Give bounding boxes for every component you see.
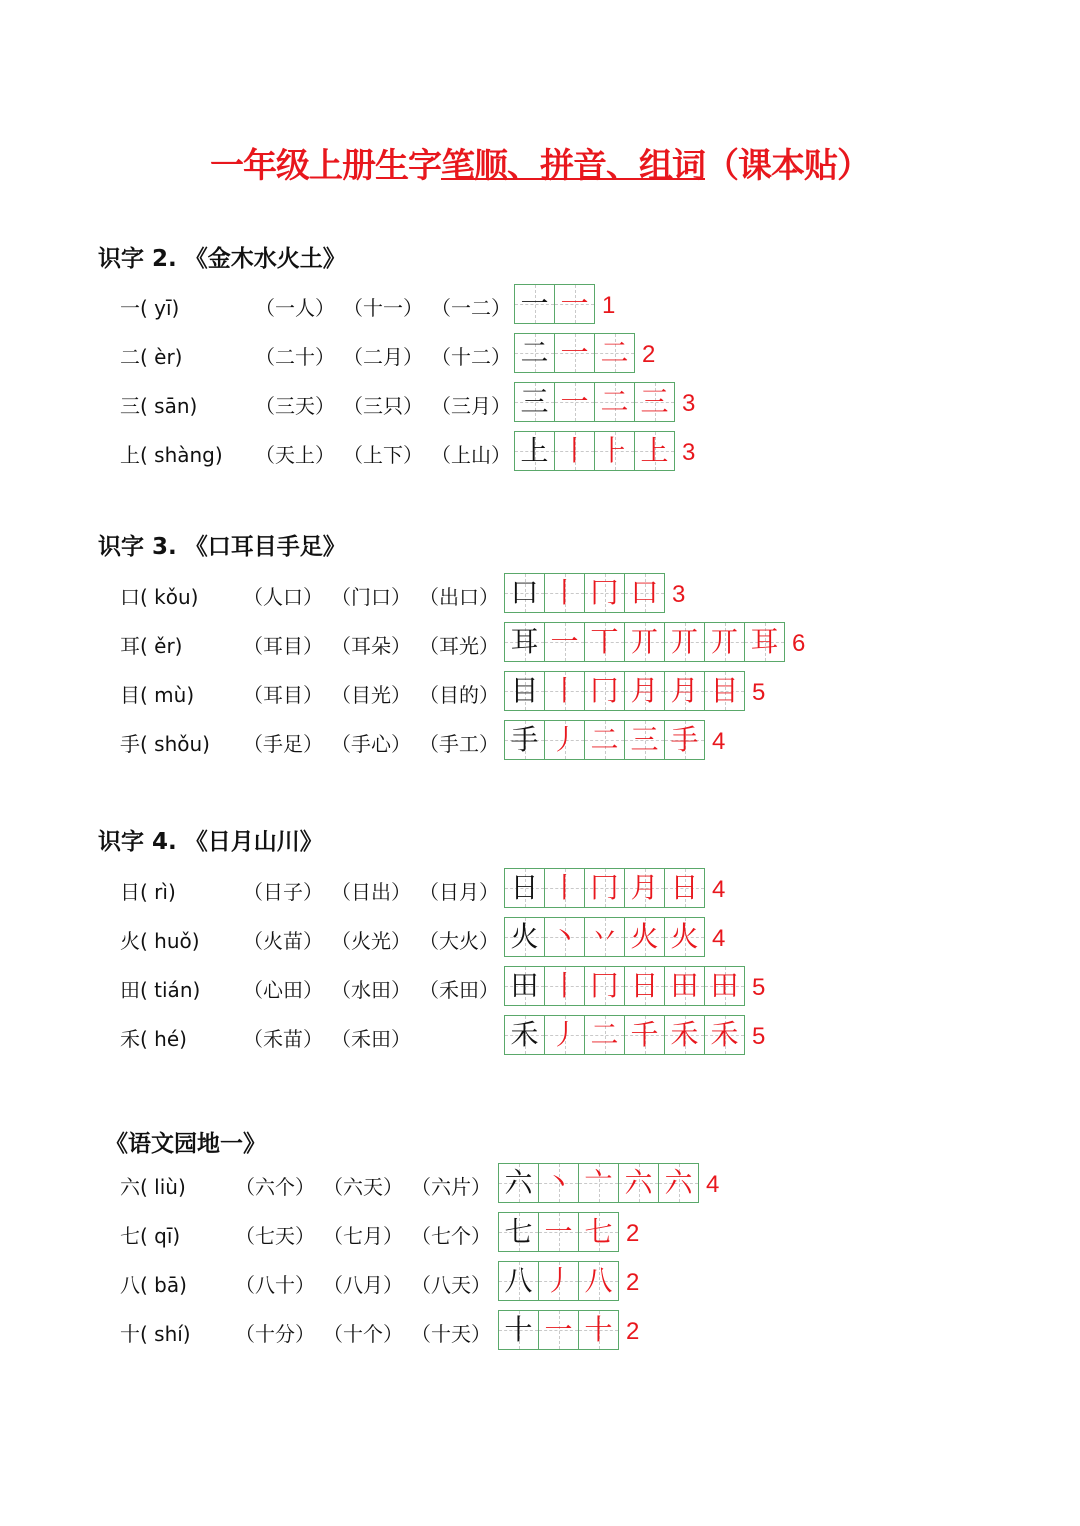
character-row: [0, 969, 1080, 1018]
stroke-glyph: 丨: [550, 576, 579, 609]
model-character-cell: [505, 918, 545, 956]
word: （十个）: [323, 1322, 403, 1346]
character-pinyin: 耳( ěr): [120, 634, 183, 658]
word: （手足）: [243, 732, 323, 756]
word: （十分）: [235, 1322, 315, 1346]
word: （天上）: [255, 443, 335, 467]
word-list: [235, 1322, 499, 1346]
character-pinyin: 三( sān): [120, 394, 198, 418]
character-pinyin: 一( yī): [120, 296, 180, 320]
word: （目光）: [331, 683, 411, 707]
word: （一人）: [255, 296, 335, 320]
stroke-step-cell: [625, 672, 665, 710]
model-character-cell: [499, 1213, 539, 1251]
stroke-step-cell: [539, 1164, 579, 1202]
stroke-glyph: 日: [510, 871, 539, 904]
word-list: [243, 732, 507, 756]
stroke-glyph: 目: [710, 674, 739, 707]
character-row: [0, 1215, 1080, 1264]
character-row: [0, 674, 1080, 723]
stroke-glyph: 冂: [590, 871, 619, 904]
stroke-glyph: 六: [624, 1166, 653, 1199]
stroke-glyph: 一: [560, 385, 589, 418]
stroke-glyph: 六: [504, 1166, 533, 1199]
stroke-glyph: 亠: [584, 1166, 613, 1199]
stroke-step-cell: [585, 1016, 625, 1054]
stroke-step-cell: [579, 1213, 618, 1251]
model-character-cell: [499, 1164, 539, 1202]
character-pinyin: 田( tián): [120, 978, 201, 1002]
stroke-count: 4: [712, 876, 726, 903]
model-character-cell: [505, 623, 545, 661]
stroke-glyph: 月: [630, 674, 659, 707]
stroke-glyph: 上: [520, 434, 549, 467]
stroke-order-grid: [498, 1163, 699, 1203]
word: （七月）: [323, 1224, 403, 1248]
stroke-count: 2: [642, 341, 656, 368]
character-pinyin: 目( mù): [120, 683, 195, 707]
stroke-count: 2: [626, 1220, 640, 1247]
stroke-step-cell: [625, 574, 664, 612]
word: （二月）: [343, 345, 423, 369]
stroke-step-cell: [665, 918, 704, 956]
word: （日出）: [331, 880, 411, 904]
stroke-count: 4: [712, 925, 726, 952]
stroke-count: 1: [602, 292, 616, 319]
stroke-glyph: 田: [510, 969, 539, 1002]
stroke-count: 2: [626, 1318, 640, 1345]
word: （三天）: [255, 394, 335, 418]
stroke-glyph: 一: [520, 287, 549, 320]
stroke-step-cell: [625, 623, 665, 661]
word-list: [235, 1273, 499, 1297]
stroke-glyph: 火: [630, 920, 659, 953]
stroke-step-cell: [539, 1262, 579, 1300]
stroke-count: 3: [672, 581, 686, 608]
stroke-step-cell: [625, 967, 665, 1005]
character-pinyin: 二( èr): [120, 345, 183, 369]
stroke-step-cell: [555, 432, 595, 470]
stroke-glyph: 丿: [550, 723, 579, 756]
stroke-order-grid: [504, 917, 705, 957]
character-row: [0, 336, 1080, 385]
stroke-glyph: 手: [510, 723, 539, 756]
character-row: [0, 434, 1080, 483]
title-underlined: 笔顺、拼音、组词: [441, 146, 705, 186]
character-row: [0, 723, 1080, 772]
stroke-step-cell: [545, 721, 585, 759]
stroke-order-grid: [504, 966, 745, 1006]
stroke-step-cell: [585, 918, 625, 956]
word: （水田）: [331, 978, 411, 1002]
stroke-glyph: 口: [510, 576, 539, 609]
character-pinyin: 日( rì): [120, 880, 176, 904]
stroke-step-cell: [555, 383, 595, 421]
stroke-step-cell: [635, 432, 674, 470]
stroke-step-cell: [619, 1164, 659, 1202]
stroke-step-cell: [545, 1016, 585, 1054]
stroke-glyph: 八: [504, 1264, 533, 1297]
section-heading: 识字 4. 《日月山川》: [98, 829, 323, 855]
character-row: [0, 1313, 1080, 1362]
word-list: [243, 880, 507, 904]
stroke-glyph: ⺊: [600, 434, 629, 467]
stroke-count: 6: [792, 630, 806, 657]
model-character-cell: [505, 672, 545, 710]
word: （七天）: [235, 1224, 315, 1248]
model-character-cell: [505, 1016, 545, 1054]
stroke-step-cell: [705, 967, 744, 1005]
character-row: [0, 287, 1080, 336]
stroke-glyph: 丌: [670, 625, 699, 658]
stroke-step-cell: [539, 1311, 579, 1349]
stroke-glyph: 耳: [750, 625, 779, 658]
word: （二十）: [255, 345, 335, 369]
word: （八天）: [411, 1273, 491, 1297]
stroke-step-cell: [545, 672, 585, 710]
stroke-glyph: 月: [670, 674, 699, 707]
character-row: [0, 625, 1080, 674]
stroke-step-cell: [595, 432, 635, 470]
stroke-order-grid: [514, 333, 635, 373]
stroke-count: 5: [752, 679, 766, 706]
word: （耳光）: [419, 634, 499, 658]
stroke-step-cell: [545, 869, 585, 907]
character-row: [0, 871, 1080, 920]
stroke-glyph: 六: [664, 1166, 693, 1199]
stroke-order-grid: [504, 573, 665, 613]
model-character-cell: [515, 383, 555, 421]
character-pinyin: 八( bā): [120, 1273, 187, 1297]
stroke-step-cell: [579, 1262, 618, 1300]
stroke-count: 5: [752, 1023, 766, 1050]
stroke-count: 2: [626, 1269, 640, 1296]
word: （心田）: [243, 978, 323, 1002]
stroke-glyph: 丌: [630, 625, 659, 658]
stroke-step-cell: [545, 623, 585, 661]
stroke-glyph: 十: [584, 1313, 613, 1346]
word: （十二）: [431, 345, 511, 369]
section-heading: 识字 3. 《口耳目手足》: [98, 534, 346, 560]
character-pinyin: 火( huǒ): [120, 929, 200, 953]
stroke-step-cell: [705, 672, 744, 710]
stroke-step-cell: [585, 623, 625, 661]
word: （七个）: [411, 1224, 491, 1248]
stroke-step-cell: [625, 721, 665, 759]
stroke-step-cell: [585, 574, 625, 612]
stroke-glyph: 三: [630, 723, 659, 756]
character-pinyin: 上( shàng): [120, 443, 223, 467]
word: （门口）: [331, 585, 411, 609]
model-character-cell: [505, 574, 545, 612]
stroke-glyph: 丅: [590, 625, 619, 658]
stroke-order-grid: [504, 671, 745, 711]
character-row: [0, 920, 1080, 969]
character-row: [0, 576, 1080, 625]
word: （六天）: [323, 1175, 403, 1199]
stroke-step-cell: [665, 672, 705, 710]
word-list: [243, 929, 507, 953]
stroke-glyph: 冂: [590, 674, 619, 707]
word-list: [243, 978, 507, 1002]
stroke-glyph: 耳: [510, 625, 539, 658]
stroke-glyph: 二: [590, 1018, 619, 1051]
stroke-glyph: 八: [584, 1264, 613, 1297]
stroke-order-grid: [504, 622, 785, 662]
word: （八月）: [323, 1273, 403, 1297]
stroke-glyph: 目: [510, 674, 539, 707]
stroke-glyph: 丿: [544, 1264, 573, 1297]
stroke-step-cell: [585, 672, 625, 710]
model-character-cell: [505, 869, 545, 907]
stroke-order-grid: [504, 1015, 745, 1055]
model-character-cell: [499, 1262, 539, 1300]
stroke-glyph: 日: [630, 969, 659, 1002]
stroke-glyph: 月: [630, 871, 659, 904]
section-heading: 识字 2. 《金木水火土》: [98, 246, 346, 272]
stroke-step-cell: [595, 383, 635, 421]
word: （六个）: [235, 1175, 315, 1199]
model-character-cell: [515, 285, 555, 323]
character-pinyin: 六( liù): [120, 1175, 186, 1199]
stroke-order-grid: [498, 1261, 619, 1301]
model-character-cell: [515, 432, 555, 470]
stroke-order-grid: [498, 1212, 619, 1252]
stroke-glyph: 三: [640, 385, 669, 418]
stroke-glyph: 二: [600, 336, 629, 369]
word: （六片）: [411, 1175, 491, 1199]
character-pinyin: 七( qī): [120, 1224, 181, 1248]
stroke-glyph: 禾: [510, 1018, 539, 1051]
word-list: [255, 345, 519, 369]
word: （耳朵）: [331, 634, 411, 658]
character-pinyin: 十( shí): [120, 1322, 191, 1346]
title-part1: 一年级上册生字: [210, 146, 441, 186]
character-row: [0, 1018, 1080, 1067]
stroke-glyph: 丿: [550, 1018, 579, 1051]
stroke-step-cell: [625, 918, 665, 956]
stroke-glyph: 上: [640, 434, 669, 467]
word: （禾田）: [331, 1027, 411, 1051]
stroke-glyph: 千: [630, 1018, 659, 1051]
stroke-order-grid: [514, 284, 595, 324]
word-list: [243, 634, 507, 658]
model-character-cell: [499, 1311, 539, 1349]
stroke-glyph: 二: [520, 336, 549, 369]
stroke-step-cell: [585, 869, 625, 907]
stroke-glyph: 火: [510, 920, 539, 953]
character-pinyin: 口( kǒu): [120, 585, 199, 609]
word: （大火）: [419, 929, 499, 953]
word: （出口）: [419, 585, 499, 609]
stroke-order-grid: [514, 382, 675, 422]
word: （目的）: [419, 683, 499, 707]
stroke-glyph: 口: [630, 576, 659, 609]
stroke-order-grid: [504, 868, 705, 908]
stroke-step-cell: [665, 1016, 705, 1054]
stroke-step-cell: [635, 383, 674, 421]
character-pinyin: 手( shǒu): [120, 732, 210, 756]
stroke-glyph: 三: [520, 385, 549, 418]
stroke-glyph: 丶: [544, 1166, 573, 1199]
stroke-step-cell: [579, 1164, 619, 1202]
title-part3: （课本贴）: [705, 146, 870, 186]
stroke-glyph: 一: [544, 1215, 573, 1248]
stroke-step-cell: [665, 721, 704, 759]
stroke-step-cell: [545, 918, 585, 956]
model-character-cell: [515, 334, 555, 372]
stroke-step-cell: [745, 623, 784, 661]
model-character-cell: [505, 967, 545, 1005]
stroke-step-cell: [585, 721, 625, 759]
stroke-glyph: 冂: [590, 969, 619, 1002]
word-list: [243, 1027, 419, 1051]
stroke-glyph: 手: [670, 723, 699, 756]
word-list: [235, 1175, 499, 1199]
stroke-glyph: 二: [590, 723, 619, 756]
word: （禾田）: [419, 978, 499, 1002]
stroke-count: 3: [682, 439, 696, 466]
word: （八十）: [235, 1273, 315, 1297]
word: （耳目）: [243, 634, 323, 658]
stroke-glyph: 田: [670, 969, 699, 1002]
stroke-step-cell: [705, 623, 745, 661]
stroke-step-cell: [625, 1016, 665, 1054]
word: （十一）: [343, 296, 423, 320]
word-list: [255, 443, 519, 467]
stroke-glyph: 十: [504, 1313, 533, 1346]
stroke-step-cell: [595, 334, 634, 372]
stroke-glyph: 火: [670, 920, 699, 953]
section-heading: 《语文园地一》: [105, 1131, 266, 1157]
stroke-glyph: 禾: [670, 1018, 699, 1051]
stroke-count: 4: [712, 728, 726, 755]
word-list: [235, 1224, 499, 1248]
stroke-count: 4: [706, 1171, 720, 1198]
stroke-step-cell: [585, 967, 625, 1005]
word: （人口）: [243, 585, 323, 609]
stroke-step-cell: [545, 967, 585, 1005]
stroke-step-cell: [665, 967, 705, 1005]
stroke-glyph: 七: [504, 1215, 533, 1248]
stroke-step-cell: [555, 334, 595, 372]
stroke-step-cell: [665, 623, 705, 661]
word: （日月）: [419, 880, 499, 904]
stroke-step-cell: [665, 869, 704, 907]
word: （上山）: [431, 443, 511, 467]
stroke-glyph: 禾: [710, 1018, 739, 1051]
stroke-glyph: 田: [710, 969, 739, 1002]
stroke-step-cell: [539, 1213, 579, 1251]
word: （火苗）: [243, 929, 323, 953]
stroke-glyph: 一: [560, 287, 589, 320]
stroke-glyph: 二: [600, 385, 629, 418]
stroke-glyph: 丷: [590, 920, 619, 953]
word: （十天）: [411, 1322, 491, 1346]
stroke-glyph: 丌: [710, 625, 739, 658]
stroke-order-grid: [514, 431, 675, 471]
stroke-glyph: 丨: [550, 969, 579, 1002]
word: （手工）: [419, 732, 499, 756]
word: （一二）: [431, 296, 511, 320]
stroke-glyph: 丨: [560, 434, 589, 467]
word-list: [255, 394, 519, 418]
stroke-glyph: 一: [544, 1313, 573, 1346]
stroke-glyph: 丶: [550, 920, 579, 953]
word: （火光）: [331, 929, 411, 953]
stroke-step-cell: [625, 869, 665, 907]
stroke-glyph: 丨: [550, 871, 579, 904]
stroke-glyph: 七: [584, 1215, 613, 1248]
word: （日子）: [243, 880, 323, 904]
word: （三月）: [431, 394, 511, 418]
word: （上下）: [343, 443, 423, 467]
character-row: [0, 1166, 1080, 1215]
model-character-cell: [505, 721, 545, 759]
word: （三只）: [343, 394, 423, 418]
stroke-order-grid: [504, 720, 705, 760]
word: （耳目）: [243, 683, 323, 707]
stroke-glyph: 一: [550, 625, 579, 658]
stroke-glyph: 丨: [550, 674, 579, 707]
stroke-step-cell: [659, 1164, 698, 1202]
stroke-count: 5: [752, 974, 766, 1001]
stroke-step-cell: [579, 1311, 618, 1349]
stroke-count: 3: [682, 390, 696, 417]
stroke-step-cell: [555, 285, 594, 323]
stroke-glyph: 日: [670, 871, 699, 904]
character-pinyin: 禾( hé): [120, 1027, 187, 1051]
stroke-glyph: 一: [560, 336, 589, 369]
page-title: [0, 138, 1080, 187]
stroke-step-cell: [545, 574, 585, 612]
character-row: [0, 385, 1080, 434]
word-list: [243, 585, 507, 609]
stroke-step-cell: [705, 1016, 744, 1054]
stroke-order-grid: [498, 1310, 619, 1350]
word: （禾苗）: [243, 1027, 323, 1051]
word: （手心）: [331, 732, 411, 756]
word-list: [255, 296, 519, 320]
stroke-glyph: 冂: [590, 576, 619, 609]
word-list: [243, 683, 507, 707]
character-row: [0, 1264, 1080, 1313]
